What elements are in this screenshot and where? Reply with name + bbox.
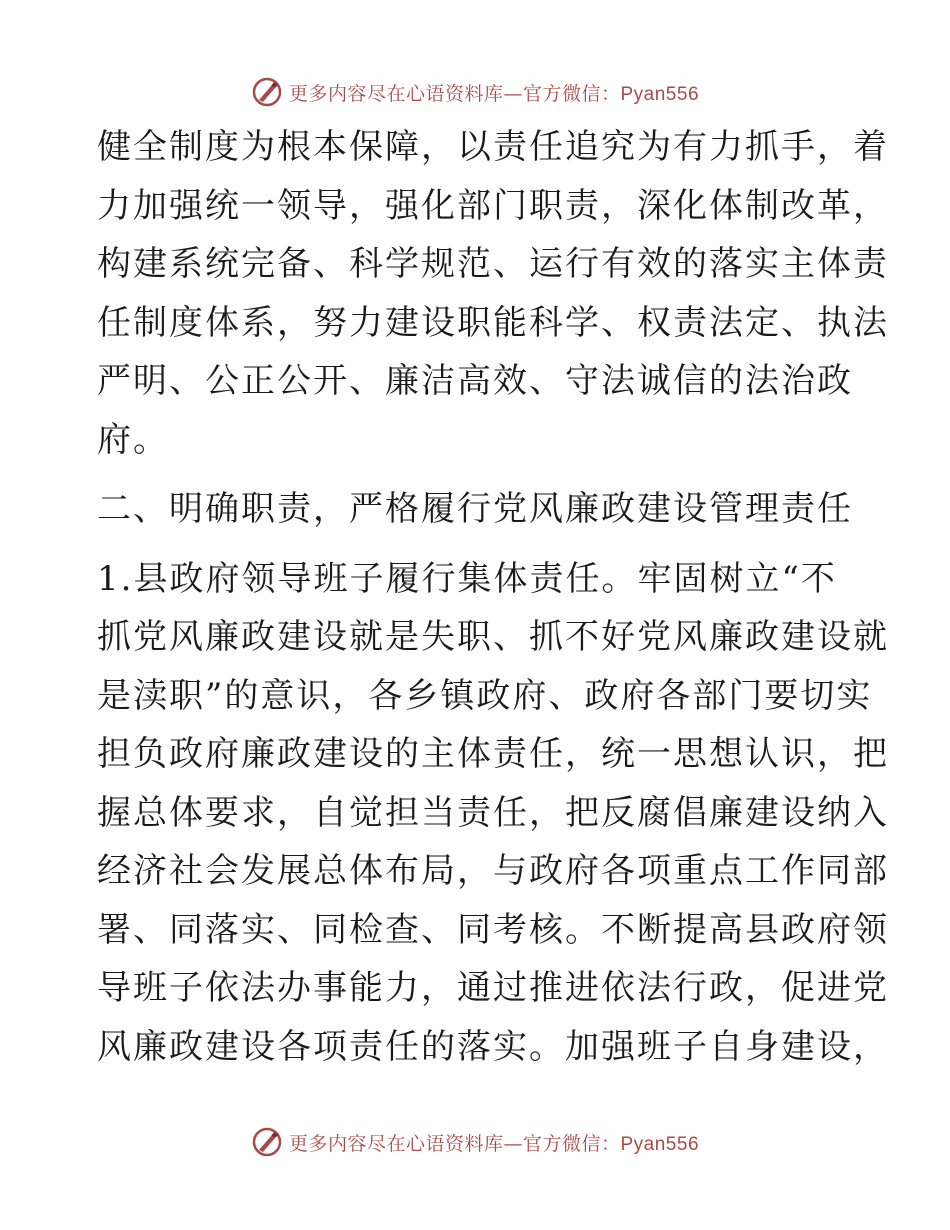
paragraph-line: 健全制度为根本保障，以责任追究为有力抓手，着 — [97, 127, 889, 167]
watermark-cn: 更多内容尽在心语资料库—官方微信： — [288, 1132, 621, 1155]
pen-logo-icon — [251, 76, 283, 108]
watermark-text — [289, 1129, 699, 1156]
paragraph-line: 风廉政建设各项责任的落实。加强班子自身建设， — [97, 1026, 889, 1067]
watermark-wechat-id: Pyan556 — [620, 1133, 700, 1155]
watermark-text — [289, 79, 699, 106]
footer-watermark — [0, 1122, 950, 1162]
section-heading: 二、明确职责，严格履行党风廉政建设管理责任 — [97, 489, 853, 529]
paragraph-line: 导班子依法办事能力，通过推进依法行政，促进党 — [97, 968, 889, 1008]
paragraph-line: 1.县政府领导班子履行集体责任。牢固树立“不 — [97, 558, 837, 599]
paragraph-line: 经济社会发展总体布局，与政府各项重点工作同部 — [97, 851, 889, 891]
paragraph-line: 署、同落实、同检查、同考核。不断提高县政府领 — [97, 909, 889, 950]
paragraph-line: 握总体要求，自觉担当责任，把反腐倡廉建设纳入 — [97, 792, 889, 833]
paragraph-line: 担负政府廉政建设的主体责任，统一思想认识，把 — [97, 734, 889, 774]
paragraph-line: 是渎职”的意识，各乡镇政府、政府各部门要切实 — [97, 675, 873, 716]
paragraph-line: 府。 — [97, 419, 169, 460]
paragraph-line: 力加强统一领导，强化部门职责，深化体制改革， — [97, 185, 889, 226]
paragraph-line: 任制度体系，努力建设职能科学、权责法定、执法 — [97, 302, 889, 343]
paragraph-line: 抓党风廉政建设就是失职、抓不好党风廉政建设就 — [97, 617, 889, 657]
header-watermark — [0, 72, 950, 112]
watermark-cn: 更多内容尽在心语资料库—官方微信： — [288, 82, 621, 105]
pen-logo-icon — [251, 1126, 283, 1158]
watermark-wechat-id: Pyan556 — [620, 83, 700, 105]
paragraph-line: 严明、公正公开、廉洁高效、守法诚信的法治政 — [97, 361, 853, 401]
document-body — [97, 118, 889, 1076]
paragraph-line: 构建系统完备、科学规范、运行有效的落实主体责 — [97, 244, 889, 284]
